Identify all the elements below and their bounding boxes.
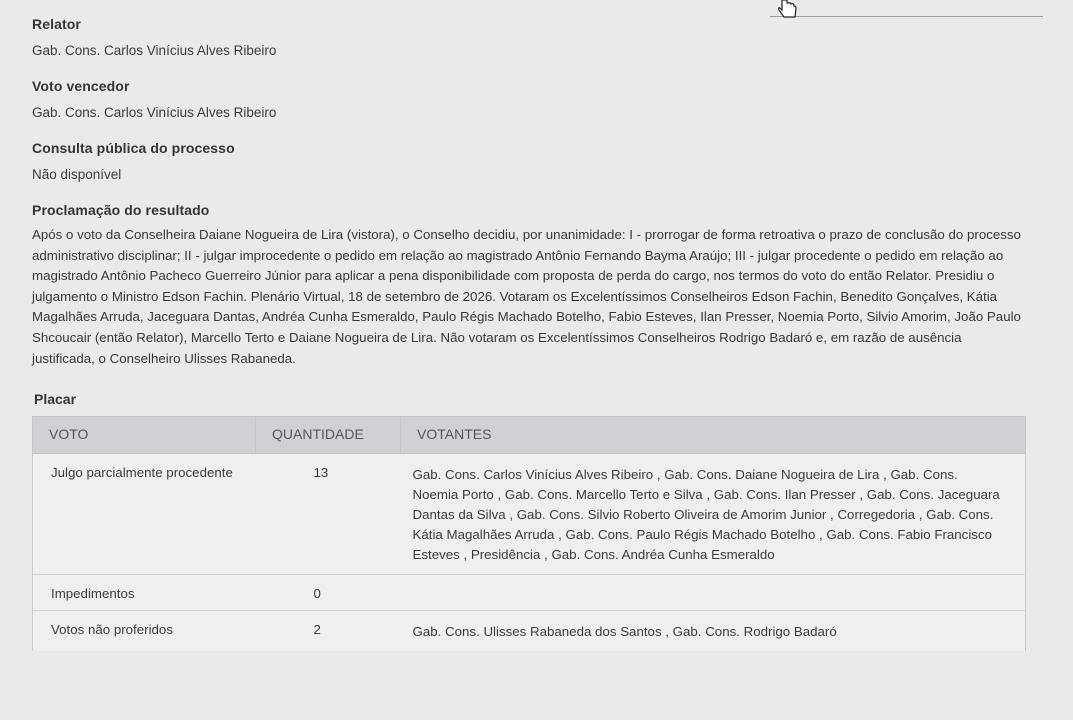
- table-row: [33, 454, 1026, 575]
- process-details: [32, 16, 1042, 651]
- proclamacao-section: [32, 202, 1042, 369]
- row-quantidade: 2: [256, 611, 401, 652]
- placar-table: [32, 416, 1026, 651]
- row-votantes: Gab. Cons. Carlos Vinícius Alves Ribeiro , Gab. Cons. Daiane Nogueira de Lira , Gab. Cons. Noemia Porto , Gab. Cons. Marcello Terto e Silva , Gab. Cons. Ilan Presser , Gab. Cons. Jaceguara Dantas da Silva , Gab. Cons. Silvio Roberto Oliveira de Amorim Junior , Corregedoria , Gab. Cons. Kátia Magalhães Arruda , Gab. Cons. Paulo Régis Machado Botelho , Gab. Cons. Fabio Francisco Esteves , Presidência , Gab. Cons. Andréa Cunha Esmeraldo: [401, 454, 1026, 575]
- consulta-section: [32, 140, 1042, 182]
- row-voto: Julgo parcialmente procedente: [33, 454, 256, 575]
- header-quantidade: QUANTIDADE: [256, 417, 401, 454]
- voto-vencedor-section: [32, 78, 1042, 120]
- row-quantidade: 13: [256, 454, 401, 575]
- proclamacao-text: Após o voto da Conselheira Daiane Nogueira de Lira (vistora), o Conselho decidiu, por unanimidade: I - prorrogar de forma retroativa o prazo de conclusão do processo administrativo disciplinar; II - julgar improcedente o pedido em relação ao magistrado Antônio Fernando Bayma Araújo; III - julgar procedente o pedido em relação ao magistrado Antônio Pacheco Guerreiro Júnior para aplicar a pena disponibilidade com proposta de perda do cargo, nos termos do voto do então Relator. Presidiu o julgamento o Ministro Edson Fachin. Plenário Virtual, 18 de setembro de 2026. Votaram os Excelentíssimos Conselheiros Edson Fachin, Benedito Gonçalves, Kátia Magalhães Arruda, Jaceguara Dantas, Andréa Cunha Esmeraldo, Paulo Régis Machado Botelho, Fabio Esteves, Ilan Presser, Noemia Porto, Silvio Amorim, João Paulo Shcoucair (então Relator), Marcello Terto e Daiane Nogueira de Lira. Não votaram os Excelentíssimos Conselheiros Rodrigo Badaró e, em razão de ausência justificada, o Conselheiro Ulisses Rabaneda.: [32, 227, 1021, 366]
- voto-vencedor-label: Voto vencedor: [32, 78, 130, 94]
- consulta-value: Não disponível: [32, 167, 122, 182]
- voto-vencedor-value: Gab. Cons. Carlos Vinícius Alves Ribeiro: [32, 105, 277, 120]
- placar-label: Placar: [34, 391, 77, 408]
- consulta-label: Consulta pública do processo: [32, 140, 235, 156]
- relator-value: Gab. Cons. Carlos Vinícius Alves Ribeiro: [32, 43, 277, 58]
- row-votantes: Gab. Cons. Ulisses Rabaneda dos Santos , Gab. Cons. Rodrigo Badaró: [401, 611, 1026, 652]
- header-voto: VOTO: [33, 417, 256, 454]
- row-voto: Impedimentos: [33, 575, 256, 611]
- row-votantes: [401, 575, 1026, 611]
- table-header-row: [33, 417, 1026, 454]
- row-voto: Votos não proferidos: [33, 611, 256, 652]
- row-quantidade: 0: [256, 575, 401, 611]
- placar-section: [32, 391, 1042, 651]
- relator-section: [32, 16, 1042, 58]
- header-votantes: VOTANTES: [401, 417, 1026, 454]
- table-row: [33, 575, 1026, 611]
- table-row: [33, 611, 1026, 652]
- proclamacao-label: Proclamação do resultado: [32, 202, 210, 218]
- relator-label: Relator: [32, 16, 81, 32]
